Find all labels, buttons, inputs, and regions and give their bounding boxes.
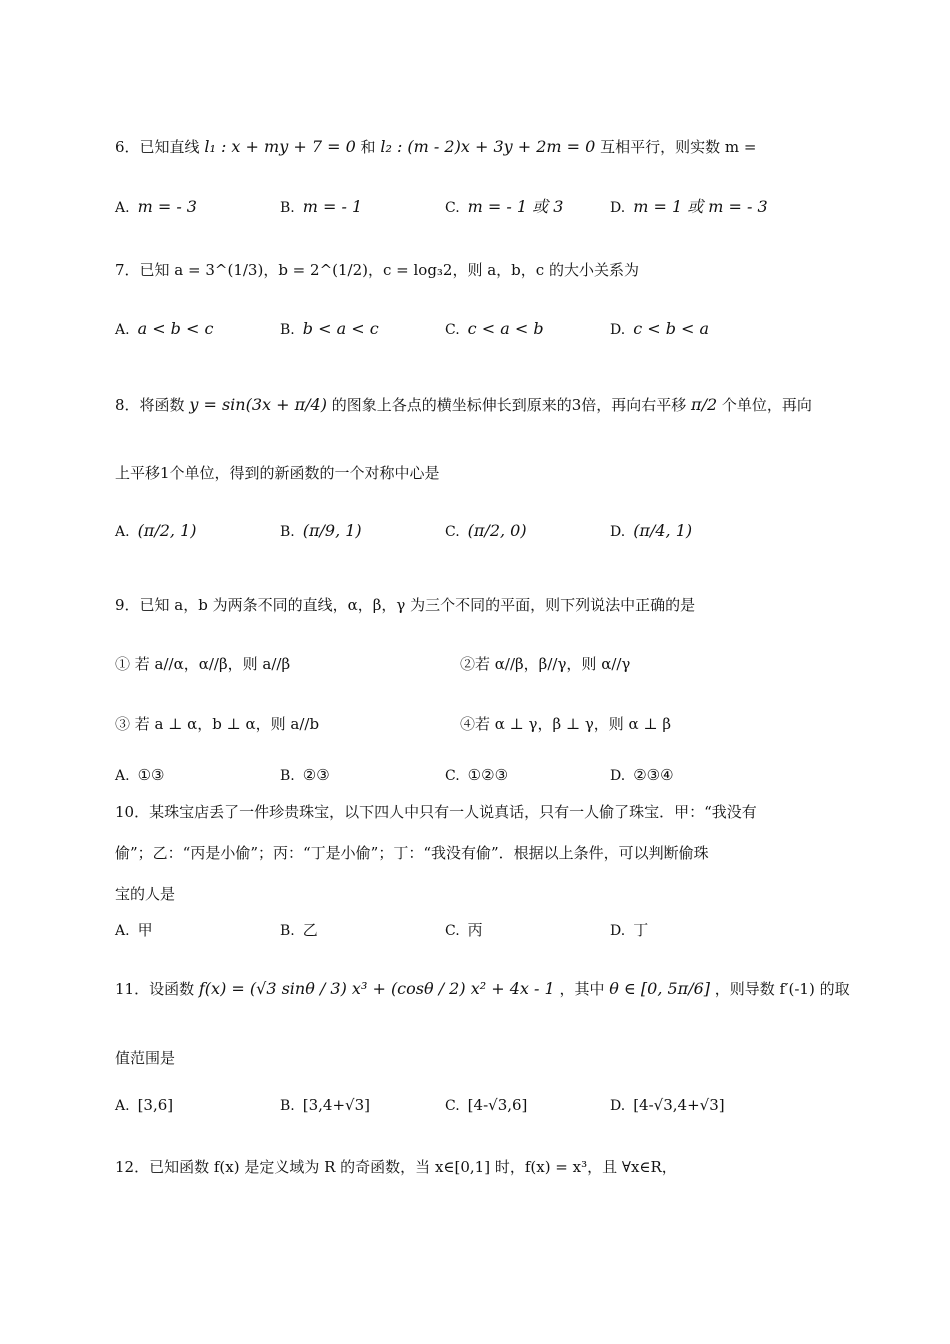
q8-stem-a: 8．将函数: [115, 396, 185, 414]
q9-statement-4: ④若 α ⊥ γ，β ⊥ γ，则 α ⊥ β: [460, 715, 671, 733]
q11-theta-range: θ ∈ [0, 5π/6]: [609, 979, 710, 998]
q8-stem-c: 个单位，再向: [721, 396, 812, 414]
question-8-stem: [115, 394, 835, 416]
q8-option-d[interactable]: D. (π/4, 1): [610, 521, 693, 540]
q7-option-d[interactable]: D. c < b < a: [610, 319, 710, 338]
q8-option-b[interactable]: B. (π/9, 1): [280, 521, 362, 540]
q11-function: f(x) = (√3 sinθ / 3) x³ + (cosθ / 2) x² + 4x - 1: [198, 979, 555, 998]
q7-option-a[interactable]: A. a < b < c: [115, 319, 214, 338]
q11-option-d[interactable]: D. [4-√3,4+√3]: [610, 1096, 725, 1114]
q10-option-a[interactable]: A. 甲: [115, 921, 153, 939]
q9-statement-1: ① 若 a//α，α//β，则 a//β: [115, 655, 291, 673]
q6-option-d[interactable]: D. m = 1 或 m = - 3: [610, 197, 768, 216]
question-10-line3: 宝的人是: [115, 885, 176, 903]
q6-line-l1: l₁ : x + my + 7 = 0: [204, 137, 356, 156]
q11-option-a[interactable]: A. [3,6]: [115, 1096, 174, 1114]
question-10-line1: 10．某珠宝店丢了一件珍贵珠宝，以下四人中只有一人说真话，只有一人偷了珠宝．甲：“我没有: [115, 803, 757, 821]
q8-stem-b: 的图象上各点的横坐标伸长到原来的3倍，再向右平移: [331, 396, 687, 414]
question-9-stem: 9．已知 a，b 为两条不同的直线，α，β，γ 为三个不同的平面，则下列说法中正确的是: [115, 596, 696, 614]
q6-option-c[interactable]: C. m = - 1 或 3: [445, 197, 564, 216]
q10-option-d[interactable]: D. 丁: [610, 921, 649, 939]
q6-option-b[interactable]: B. m = - 1: [280, 197, 363, 216]
q7-option-c[interactable]: C. c < a < b: [445, 319, 544, 338]
q11-stem-c: ，则导数 f′(-1) 的取: [714, 980, 850, 998]
q9-option-c[interactable]: C. ①②③: [445, 766, 509, 784]
q6-mid-text: 和: [360, 138, 376, 156]
q9-statement-2: ②若 α//β，β//γ，则 α//γ: [460, 655, 631, 673]
q11-option-c[interactable]: C. [4-√3,6]: [445, 1096, 528, 1114]
q11-stem-a: 11．设函数: [115, 980, 195, 998]
q6-option-a[interactable]: A. m = - 3: [115, 197, 197, 216]
q8-option-a[interactable]: A. (π/2, 1): [115, 521, 197, 540]
q7-option-b[interactable]: B. b < a < c: [280, 319, 379, 338]
q10-option-b[interactable]: B. 乙: [280, 921, 318, 939]
q6-tail-text: 互相平行，则实数 m =: [600, 138, 757, 156]
q8-option-c[interactable]: C. (π/2, 0): [445, 521, 527, 540]
question-8-line2: 上平移1个单位，得到的新函数的一个对称中心是: [115, 464, 440, 482]
question-10-line2: 偷”；乙：“丙是小偷”；丙：“丁是小偷”；丁：“我没有偷”．根据以上条件，可以判断偷珠: [115, 844, 709, 862]
q6-line-l2: l₂ : (m - 2)x + 3y + 2m = 0: [380, 137, 596, 156]
question-12-stem: 12．已知函数 f(x) 是定义域为 R 的奇函数，当 x∈[0,1] 时，f(x) = x³，且 ∀x∈R，: [115, 1158, 677, 1176]
q9-option-d[interactable]: D. ②③④: [610, 766, 674, 784]
q6-stem-text: 6．已知直线: [115, 138, 200, 156]
question-7-stem: 7．已知 a = 3^(1/3)，b = 2^(1/2)，c = log₃2，则 a，b，c 的大小关系为: [115, 261, 639, 279]
q8-function: y = sin(3x + π/4): [189, 395, 327, 414]
q8-shift: π/2: [691, 395, 718, 414]
question-6-stem: [115, 136, 835, 158]
question-11-stem: [115, 978, 850, 1000]
q11-stem-b: ，其中: [559, 980, 605, 998]
q10-option-c[interactable]: C. 丙: [445, 921, 483, 939]
q11-option-b[interactable]: B. [3,4+√3]: [280, 1096, 370, 1114]
q9-statement-3: ③ 若 a ⊥ α，b ⊥ α，则 a//b: [115, 715, 320, 733]
q9-option-b[interactable]: B. ②③: [280, 766, 330, 784]
q9-option-a[interactable]: A. ①③: [115, 766, 165, 784]
question-11-line2: 值范围是: [115, 1049, 176, 1067]
